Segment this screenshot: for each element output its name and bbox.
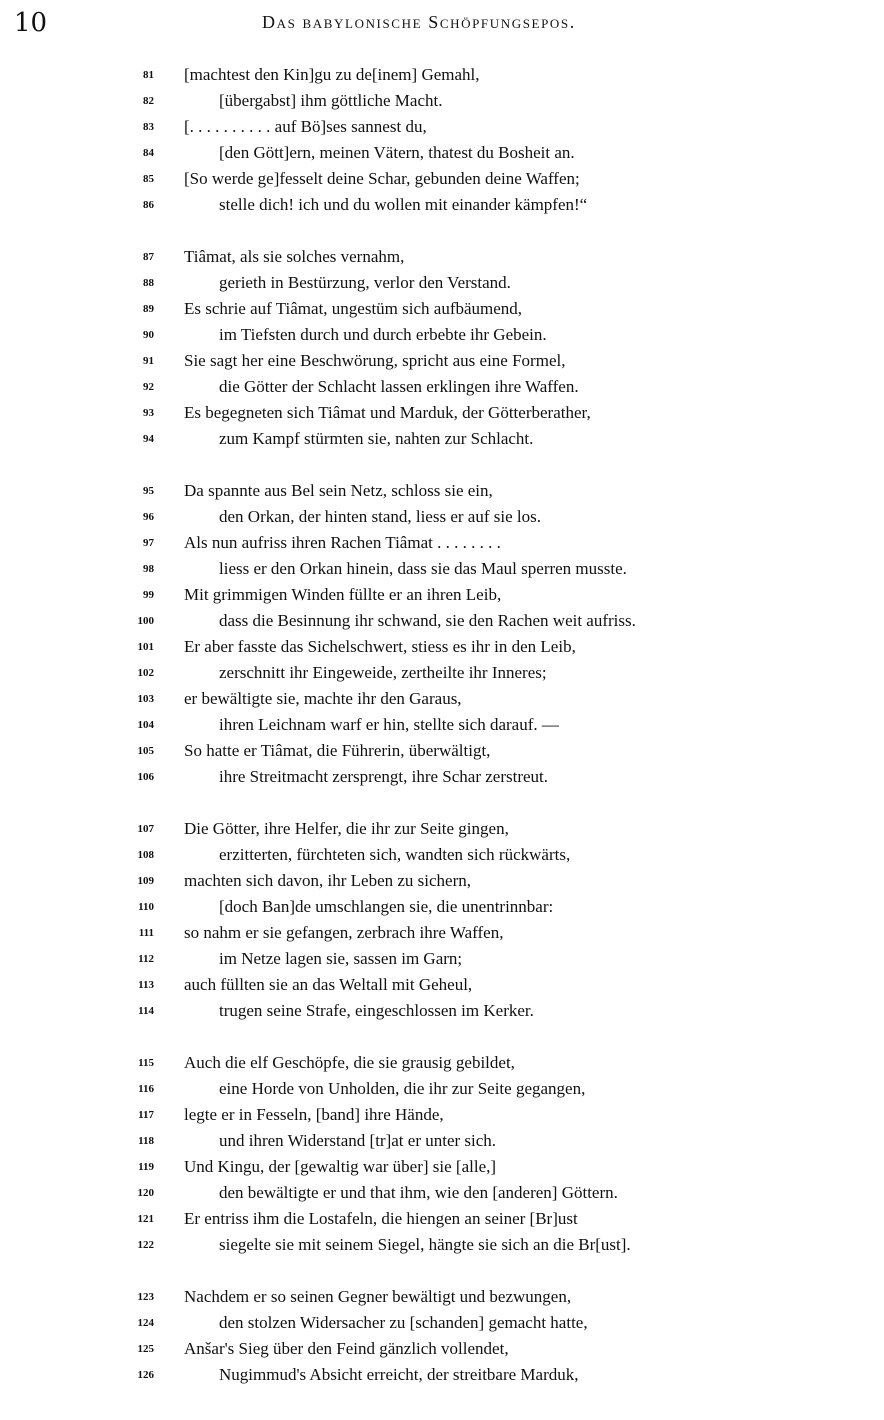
verse-line [0, 114, 884, 140]
verse-line [0, 1206, 884, 1232]
verse-text: so nahm er sie gefangen, zerbrach ihre Waffen, [184, 923, 504, 942]
line-number: 123 [137, 1291, 154, 1303]
verse-text: gerieth in Bestürzung, verlor den Verstand. [219, 273, 511, 292]
verse-text: trugen seine Strafe, eingeschlossen im Kerker. [219, 1001, 534, 1020]
line-number: 81 [143, 69, 154, 81]
verse-line [0, 1362, 884, 1388]
line-number: 96 [143, 511, 154, 523]
verse-line [0, 1050, 884, 1076]
line-number: 103 [137, 693, 154, 705]
line-number: 92 [143, 381, 154, 393]
verse-text: im Netze lagen sie, sassen im Garn; [219, 949, 463, 968]
line-number: 91 [143, 355, 154, 367]
verse-line [0, 920, 884, 946]
line-number: 104 [137, 719, 154, 731]
verse-text: So hatte er Tiâmat, die Führerin, überwältigt, [184, 741, 491, 760]
verse-line [0, 1128, 884, 1154]
verse-line [0, 478, 884, 504]
line-number: 108 [137, 849, 154, 861]
verse-text: Es schrie auf Tiâmat, ungestüm sich aufbäumend, [184, 299, 523, 318]
verse-text: ihre Streitmacht zersprengt, ihre Schar zerstreut. [219, 767, 549, 786]
line-number: 119 [138, 1161, 154, 1173]
verse-text: Anšar's Sieg über den Feind gänzlich vollendet, [184, 1339, 509, 1358]
line-number: 88 [143, 277, 154, 289]
line-number: 122 [137, 1239, 154, 1251]
verse-line [0, 1310, 884, 1336]
line-number: 120 [137, 1187, 154, 1199]
verse-text: den stolzen Widersacher zu [schanden] gemacht hatte, [219, 1313, 588, 1332]
line-number: 94 [143, 433, 154, 445]
line-number: 112 [138, 953, 154, 965]
verse-line [0, 1076, 884, 1102]
line-number: 118 [138, 1135, 154, 1147]
stanza [0, 1050, 884, 1258]
verse-line [0, 374, 884, 400]
verse-text: machten sich davon, ihr Leben zu sichern, [184, 871, 472, 890]
line-number: 86 [143, 199, 154, 211]
line-number: 116 [138, 1083, 154, 1095]
verse-text: Mit grimmigen Winden füllte er an ihren Leib, [184, 585, 502, 604]
line-number: 84 [143, 147, 154, 159]
verse-line [0, 634, 884, 660]
line-number: 115 [138, 1057, 154, 1069]
verse-text: Und Kingu, der [gewaltig war über] sie [alle,] [184, 1157, 497, 1176]
line-number: 109 [137, 875, 154, 887]
verse-line [0, 1232, 884, 1258]
verse-line [0, 1154, 884, 1180]
stanza [0, 244, 884, 452]
verse-line [0, 348, 884, 374]
stanza [0, 478, 884, 790]
verse-text: Nachdem er so seinen Gegner bewältigt und bezwungen, [184, 1287, 572, 1306]
verse-line [0, 1336, 884, 1362]
verse-text: legte er in Fesseln, [band] ihre Hände, [184, 1105, 444, 1124]
verse-line [0, 166, 884, 192]
verse-line [0, 1180, 884, 1206]
verse-line [0, 1284, 884, 1310]
line-number: 97 [143, 537, 154, 549]
verse-line [0, 192, 884, 218]
verse-block [0, 62, 884, 1414]
verse-text: Er aber fasste das Sichelschwert, stiess es ihr in den Leib, [184, 637, 576, 656]
verse-line [0, 556, 884, 582]
verse-text: Sie sagt her eine Beschwörung, spricht aus eine Formel, [184, 351, 566, 370]
verse-text: [doch Ban]de umschlangen sie, die unentrinnbar: [219, 897, 554, 916]
line-number: 87 [143, 251, 154, 263]
line-number: 111 [138, 927, 154, 939]
line-number: 89 [143, 303, 154, 315]
verse-text: Nugimmud's Absicht erreicht, der streitbare Marduk, [219, 1365, 579, 1384]
verse-line [0, 88, 884, 114]
line-number: 105 [137, 745, 154, 757]
verse-text: Es begegneten sich Tiâmat und Marduk, der Götterberather, [184, 403, 591, 422]
line-number: 83 [143, 121, 154, 133]
verse-line [0, 816, 884, 842]
line-number: 126 [137, 1369, 154, 1381]
verse-text: [So werde ge]fesselt deine Schar, gebunden deine Waffen; [184, 169, 580, 188]
verse-line [0, 62, 884, 88]
line-number: 99 [143, 589, 154, 601]
page-number: 10 [14, 8, 48, 38]
verse-text: Tiâmat, als sie solches vernahm, [184, 247, 405, 266]
verse-text: auch füllten sie an das Weltall mit Geheul, [184, 975, 473, 994]
line-number: 106 [137, 771, 154, 783]
verse-text: [. . . . . . . . . . auf Bö]ses sannest du, [184, 117, 427, 136]
verse-line [0, 660, 884, 686]
verse-text: den Orkan, der hinten stand, liess er auf sie los. [219, 507, 541, 526]
verse-line [0, 764, 884, 790]
line-number: 93 [143, 407, 154, 419]
line-number: 121 [137, 1213, 154, 1225]
line-number: 124 [137, 1317, 154, 1329]
verse-text: Da spannte aus Bel sein Netz, schloss sie ein, [184, 481, 493, 500]
verse-text: [übergabst] ihm göttliche Macht. [219, 91, 443, 110]
verse-text: eine Horde von Unholden, die ihr zur Seite gegangen, [219, 1079, 586, 1098]
verse-text: Als nun aufriss ihren Rachen Tiâmat . . . . . . . . [184, 533, 501, 552]
verse-text: er bewältigte sie, machte ihr den Garaus, [184, 689, 462, 708]
verse-line [0, 842, 884, 868]
verse-line [0, 270, 884, 296]
verse-line [0, 244, 884, 270]
line-number: 110 [138, 901, 154, 913]
line-number: 98 [143, 563, 154, 575]
verse-text: erzitterten, fürchteten sich, wandten sich rückwärts, [219, 845, 571, 864]
verse-line [0, 686, 884, 712]
verse-line [0, 946, 884, 972]
line-number: 90 [143, 329, 154, 341]
line-number: 85 [143, 173, 154, 185]
verse-text: [den Gött]ern, meinen Vätern, thatest du Bosheit an. [219, 143, 575, 162]
line-number: 114 [138, 1005, 154, 1017]
stanza [0, 816, 884, 1024]
line-number: 113 [138, 979, 154, 991]
verse-line [0, 504, 884, 530]
verse-text: dass die Besinnung ihr schwand, sie den Rachen weit aufriss. [219, 611, 636, 630]
verse-line [0, 1102, 884, 1128]
verse-text: die Götter der Schlacht lassen erklingen ihre Waffen. [219, 377, 579, 396]
verse-text: ihren Leichnam warf er hin, stellte sich darauf. — [219, 715, 559, 734]
verse-text: [machtest den Kin]gu zu de[inem] Gemahl, [184, 65, 480, 84]
verse-line [0, 322, 884, 348]
verse-line [0, 296, 884, 322]
verse-line [0, 868, 884, 894]
verse-line [0, 712, 884, 738]
verse-line [0, 530, 884, 556]
verse-line [0, 426, 884, 452]
verse-text: liess er den Orkan hinein, dass sie das Maul sperren musste. [219, 559, 627, 578]
verse-line [0, 998, 884, 1024]
verse-line [0, 972, 884, 998]
running-head: Das babylonische Schöpfungsepos. [262, 12, 576, 32]
verse-text: und ihren Widerstand [tr]at er unter sich. [219, 1131, 497, 1150]
verse-line [0, 140, 884, 166]
line-number: 101 [137, 641, 154, 653]
verse-text: den bewältigte er und that ihm, wie den [anderen] Göttern. [219, 1183, 618, 1202]
verse-line [0, 400, 884, 426]
stanza [0, 62, 884, 218]
line-number: 95 [143, 485, 154, 497]
verse-line [0, 738, 884, 764]
verse-text: siegelte sie mit seinem Siegel, hängte sie sich an die Br[ust]. [219, 1235, 631, 1254]
stanza [0, 1284, 884, 1388]
verse-line [0, 582, 884, 608]
verse-text: stelle dich! ich und du wollen mit einander kämpfen!“ [219, 195, 588, 214]
verse-text: Auch die elf Geschöpfe, die sie grausig gebildet, [184, 1053, 515, 1072]
line-number: 102 [137, 667, 154, 679]
verse-text: im Tiefsten durch und durch erbebte ihr Gebein. [219, 325, 547, 344]
verse-text: Er entriss ihm die Lostafeln, die hiengen an seiner [Br]ust [184, 1209, 578, 1228]
verse-text: Die Götter, ihre Helfer, die ihr zur Seite gingen, [184, 819, 509, 838]
line-number: 82 [143, 95, 154, 107]
line-number: 125 [137, 1343, 154, 1355]
verse-line [0, 608, 884, 634]
line-number: 107 [137, 823, 154, 835]
verse-text: zerschnitt ihr Eingeweide, zertheilte ihr Inneres; [219, 663, 547, 682]
line-number: 117 [138, 1109, 154, 1121]
line-number: 100 [137, 615, 154, 627]
verse-line [0, 894, 884, 920]
verse-text: zum Kampf stürmten sie, nahten zur Schlacht. [219, 429, 534, 448]
